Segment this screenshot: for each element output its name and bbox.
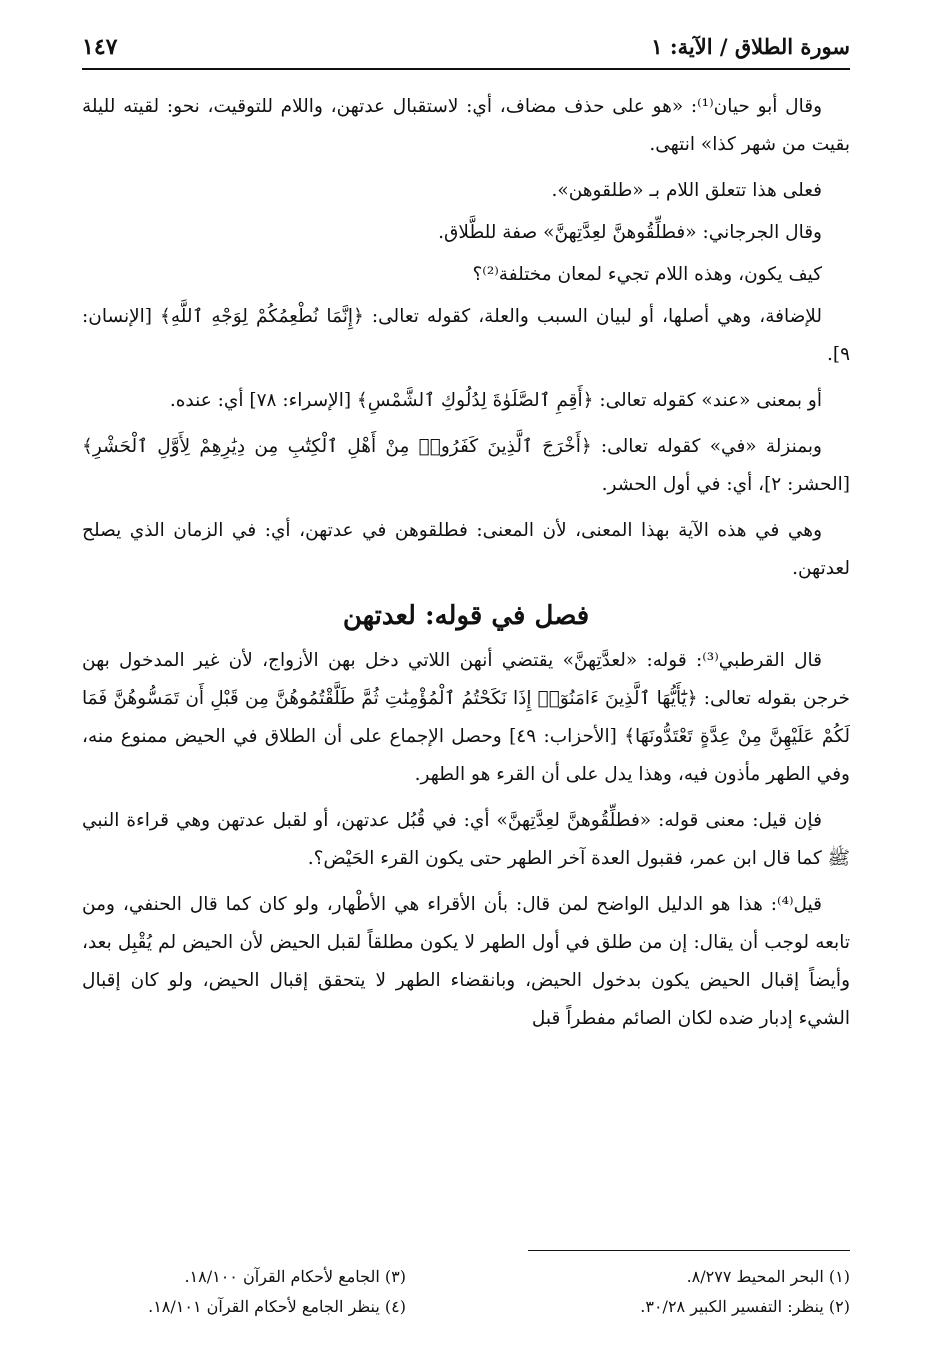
paragraph-inda: أو بمعنى «عند» كقوله تعالى: ﴿أَقِمِ ٱلصَّلَوٰةَ لِدُلُوكِ ٱلشَّمْسِ﴾ [الإسراء: ٧٨] أي: عنده. xyxy=(169,390,822,411)
footnote-4: (٤) ينظر الجامع لأحكام القرآن ١٨/١٠١. xyxy=(148,1297,406,1316)
footnote-row xyxy=(82,1262,850,1292)
paragraph-meanings: كيف يكون، وهذه اللام تجيء لمعان مختلفة⁽²⁾؟ xyxy=(472,264,822,285)
header-rule xyxy=(82,68,850,70)
page-number: ١٤٧ xyxy=(82,34,118,60)
header-title: سورة الطلاق / الآية: ١ xyxy=(651,34,850,59)
paragraph-lam-link: فعلى هذا تتعلق اللام بـ «طلقوهن». xyxy=(551,180,822,201)
paragraph-verse-meaning: وهي في هذه الآية بهذا المعنى، لأن المعنى: فطلقوهن في عدتهن، أي: في الزمان الذي يصلح لعدتهن. xyxy=(82,520,850,579)
paragraph-jurjani: وقال الجرجاني: «فطلِّقُوهنَّ لعِدَّتِهنَّ» صفة للطَّلاق. xyxy=(438,222,822,243)
footnote-row xyxy=(82,1292,850,1322)
paragraph-idafa: للإضافة، وهي أصلها، أو لبيان السبب والعلة، كقوله تعالى: ﴿إِنَّمَا نُطْعِمُكُمْ لِوَجْهِ ٱللَّهِ﴾ [الإنسان: ٩]. xyxy=(82,306,850,365)
running-header xyxy=(82,28,850,66)
paragraph-objection: فإن قيل: معنى قوله: «فطلِّقُوهنَّ لعِدَّتِهنَّ» أي: في قُبُل عدتهن، أو لقبل عدتهن وهي قراءة النبي ﷺ كما قال ابن عمر، فقبول العدة آخر الطهر حتى يكون القرء الحَيْض؟. xyxy=(82,810,850,869)
footnote-3: (٣) الجامع لأحكام القرآن ١٨/١٠٠. xyxy=(184,1267,406,1286)
book-page xyxy=(82,28,850,1348)
paragraph-abu-hayyan: وقال أبو حيان⁽¹⁾: «هو على حذف مضاف، أي: لاستقبال عدتهن، واللام للتوقيت، نحو: لقيته لليلة بقيت من شهر كذا» انتهى. xyxy=(82,96,850,155)
footnote-2: (٢) ينظر: التفسير الكبير ٣٠/٢٨. xyxy=(640,1297,850,1316)
footnote-1: (١) البحر المحيط ٨/٢٧٧. xyxy=(686,1267,850,1286)
main-text xyxy=(82,88,850,1046)
footnote-separator xyxy=(528,1250,850,1251)
paragraph-reply: قيل⁽⁴⁾: هذا هو الدليل الواضح لمن قال: بأن الأقراء هي الأطْهار، ولو كان كما قال الحنفي، ومن تابعه لوجب أن يقال: إن من طلق في أول الطهر لا يكون مطلقاً لقبل الحيض لأن الحيض لم يُقْبِل بعد، وأيضاً إقبال الحيض يكون بدخول الحيض، وبانقضاء الطهر لا يتحقق إقبال الحيض، ولو كان إقبال الشيء إدبار ضده لكان الصائم مفطراً قبل xyxy=(82,894,850,1029)
paragraph-fi: وبمنزلة «في» كقوله تعالى: ﴿أَخْرَجَ ٱلَّذِينَ كَفَرُوا۟ مِنْ أَهْلِ ٱلْكِتَٰبِ مِن دِيَٰرِهِمْ لِأَوَّلِ ٱلْحَشْرِ﴾ [الحشر: ٢]، أي: في أول الحشر. xyxy=(82,436,850,495)
section-heading: فصل في قوله: لعدتهن xyxy=(342,601,590,631)
footnotes xyxy=(82,1262,850,1322)
paragraph-qurtubi: قال القرطبي⁽³⁾: قوله: «لعدَّتِهنَّ» يقتضي أنهن اللاتي دخل بهن الأزواج، لأن غير المدخول بهن خرجن بقوله تعالى: ﴿يَٰٓأَيُّهَا ٱلَّذِينَ ءَامَنُوٓا۟ إِذَا نَكَحْتُمُ ٱلْمُؤْمِنَٰتِ ثُمَّ طَلَّقْتُمُوهُنَّ مِن قَبْلِ أَن تَمَسُّوهُنَّ فَمَا لَكُمْ عَلَيْهِنَّ مِنْ عِدَّةٍ تَعْتَدُّونَهَا﴾ [الأحزاب: ٤٩] وحصل الإجماع على أن الطلاق في الحيض ممنوع منه، وفي الطهر مأذون فيه، وهذا يدل على أن القرء هو الطهر. xyxy=(82,650,850,785)
